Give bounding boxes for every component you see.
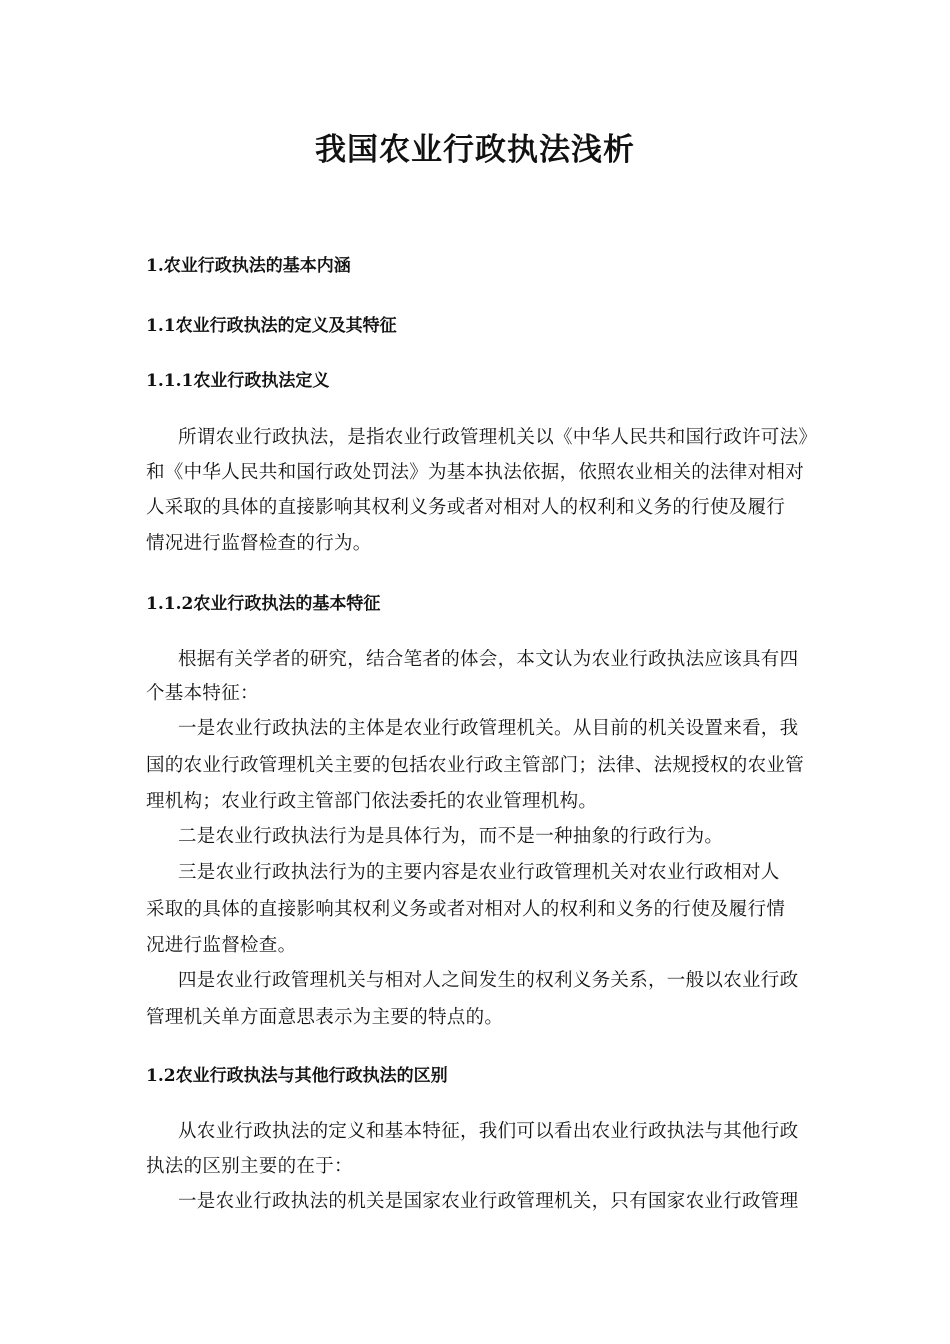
paragraph-line: 人采取的具体的直接影响其权利义务或者对相对人的权利和义务的行使及履行 — [146, 497, 786, 518]
section-heading-1-2: 1.2农业行政执法与其他行政执法的区别 — [146, 1066, 448, 1086]
paragraph-line: 根据有关学者的研究，结合笔者的体会，本文认为农业行政执法应该具有四 — [178, 649, 799, 670]
section-heading-1-1-2: 1.1.2农业行政执法的基本特征 — [146, 594, 381, 614]
section-heading-1: 1.农业行政执法的基本内涵 — [146, 256, 351, 276]
paragraph-line: 四是农业行政管理机关与相对人之间发生的权利义务关系，一般以农业行政 — [178, 970, 799, 991]
paragraph-line: 采取的具体的直接影响其权利义务或者对相对人的权利和义务的行使及履行情 — [146, 899, 786, 920]
paragraph-line: 和《中华人民共和国行政处罚法》为基本执法依据，依照农业相关的法律对相对 — [146, 462, 805, 483]
paragraph-line: 管理机关单方面意思表示为主要的特点的。 — [146, 1007, 504, 1028]
paragraph-line: 个基本特征： — [146, 683, 259, 704]
section-heading-1-1-1: 1.1.1农业行政执法定义 — [146, 371, 330, 391]
paragraph-line: 从农业行政执法的定义和基本特征，我们可以看出农业行政执法与其他行政 — [178, 1121, 799, 1142]
section-heading-1-1: 1.1农业行政执法的定义及其特征 — [146, 316, 397, 336]
document-title: 我国农业行政执法浅析 — [315, 132, 635, 168]
paragraph-line: 理机构；农业行政主管部门依法委托的农业管理机构。 — [146, 791, 598, 812]
paragraph-line: 况进行监督检查。 — [146, 935, 297, 956]
paragraph-line: 执法的区别主要的在于： — [146, 1156, 353, 1177]
paragraph-line: 二是农业行政执法行为是具体行为，而不是一种抽象的行政行为。 — [178, 826, 724, 847]
paragraph-line: 三是农业行政执法行为的主要内容是农业行政管理机关对农业行政相对人 — [178, 862, 780, 883]
paragraph-line: 一是农业行政执法的主体是农业行政管理机关。从目前的机关设置来看，我 — [178, 718, 799, 739]
paragraph-line: 国的农业行政管理机关主要的包括农业行政主管部门；法律、法规授权的农业管 — [146, 755, 805, 776]
paragraph-line: 情况进行监督检查的行为。 — [146, 533, 372, 554]
paragraph-line: 所谓农业行政执法，是指农业行政管理机关以《中华人民共和国行政许可法》 — [178, 427, 818, 448]
paragraph-line: 一是农业行政执法的机关是国家农业行政管理机关，只有国家农业行政管理 — [178, 1191, 799, 1212]
